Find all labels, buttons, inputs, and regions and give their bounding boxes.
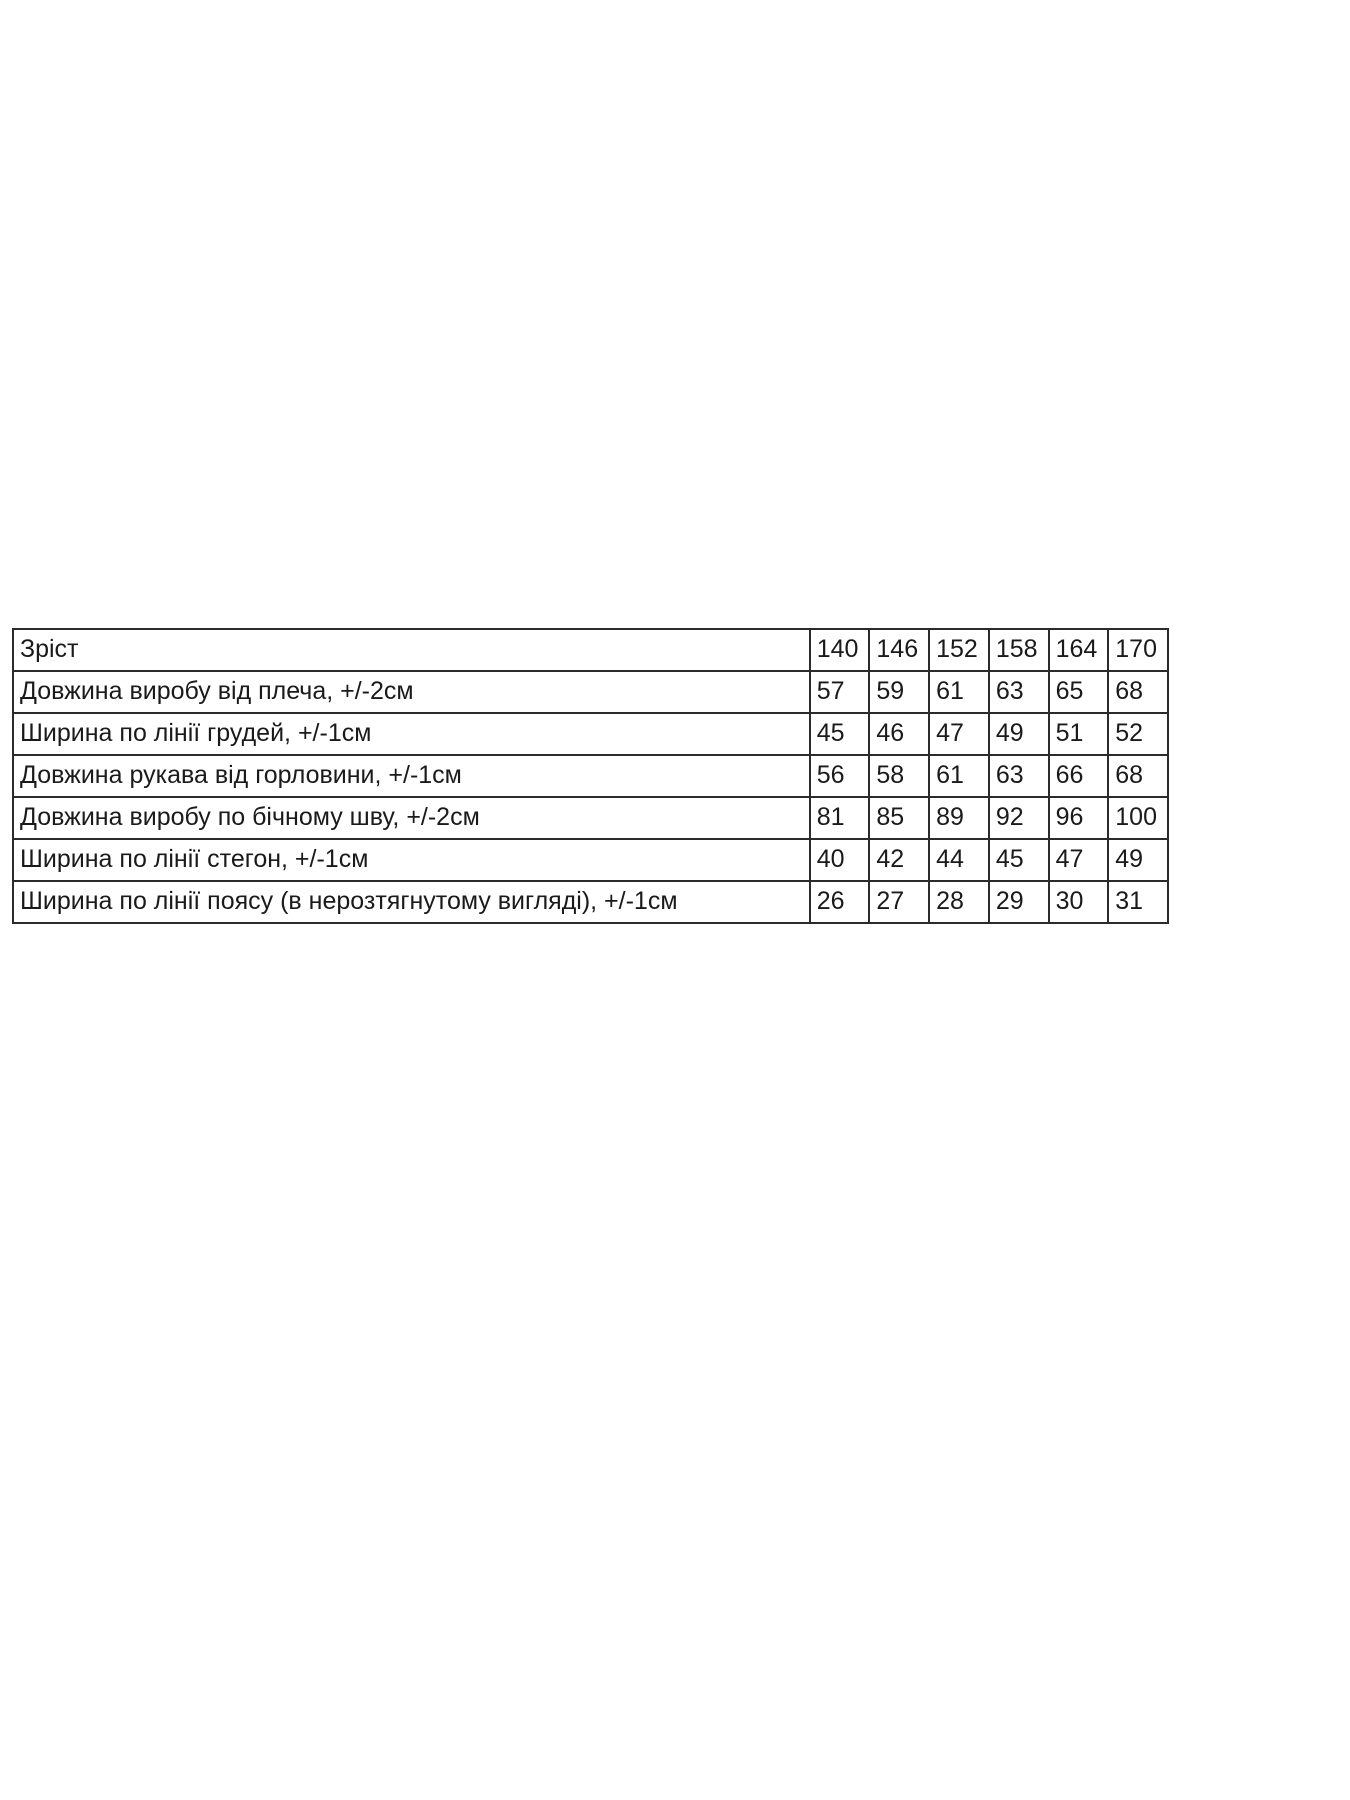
row-value: 140 [810,629,870,671]
row-value: 100 [1108,797,1168,839]
row-value: 63 [989,755,1049,797]
row-value: 27 [869,881,929,923]
size-chart-body [13,629,1168,923]
row-value: 61 [929,755,989,797]
table-row [13,797,1168,839]
row-value: 164 [1049,629,1109,671]
row-value: 68 [1108,755,1168,797]
row-label: Зріст [13,629,810,671]
row-value: 65 [1049,671,1109,713]
row-label: Довжина рукава від горловини, +/-1см [13,755,810,797]
row-value: 56 [810,755,870,797]
row-value: 66 [1049,755,1109,797]
row-value: 59 [869,671,929,713]
row-value: 57 [810,671,870,713]
row-value: 81 [810,797,870,839]
row-value: 45 [989,839,1049,881]
row-value: 152 [929,629,989,671]
row-value: 46 [869,713,929,755]
row-value: 47 [929,713,989,755]
row-label: Ширина по лінії поясу (в нерозтягнутому вигляді), +/-1см [13,881,810,923]
row-label: Ширина по лінії грудей, +/-1см [13,713,810,755]
size-chart-table [12,628,1169,924]
row-value: 96 [1049,797,1109,839]
row-value: 31 [1108,881,1168,923]
row-value: 45 [810,713,870,755]
row-label: Довжина виробу від плеча, +/-2см [13,671,810,713]
table-row [13,713,1168,755]
row-value: 158 [989,629,1049,671]
row-value: 47 [1049,839,1109,881]
row-value: 170 [1108,629,1168,671]
row-value: 28 [929,881,989,923]
row-value: 49 [989,713,1049,755]
row-value: 29 [989,881,1049,923]
table-row [13,755,1168,797]
row-value: 92 [989,797,1049,839]
row-value: 58 [869,755,929,797]
row-value: 44 [929,839,989,881]
row-value: 51 [1049,713,1109,755]
row-value: 49 [1108,839,1168,881]
size-chart-container [12,628,1169,924]
row-value: 63 [989,671,1049,713]
row-label: Довжина виробу по бічному шву, +/-2см [13,797,810,839]
table-row [13,839,1168,881]
row-value: 68 [1108,671,1168,713]
row-label: Ширина по лінії стегон, +/-1см [13,839,810,881]
row-value: 61 [929,671,989,713]
row-value: 89 [929,797,989,839]
table-row [13,671,1168,713]
row-value: 52 [1108,713,1168,755]
row-value: 26 [810,881,870,923]
row-value: 146 [869,629,929,671]
row-value: 40 [810,839,870,881]
row-value: 85 [869,797,929,839]
table-row [13,881,1168,923]
table-row [13,629,1168,671]
row-value: 42 [869,839,929,881]
row-value: 30 [1049,881,1109,923]
